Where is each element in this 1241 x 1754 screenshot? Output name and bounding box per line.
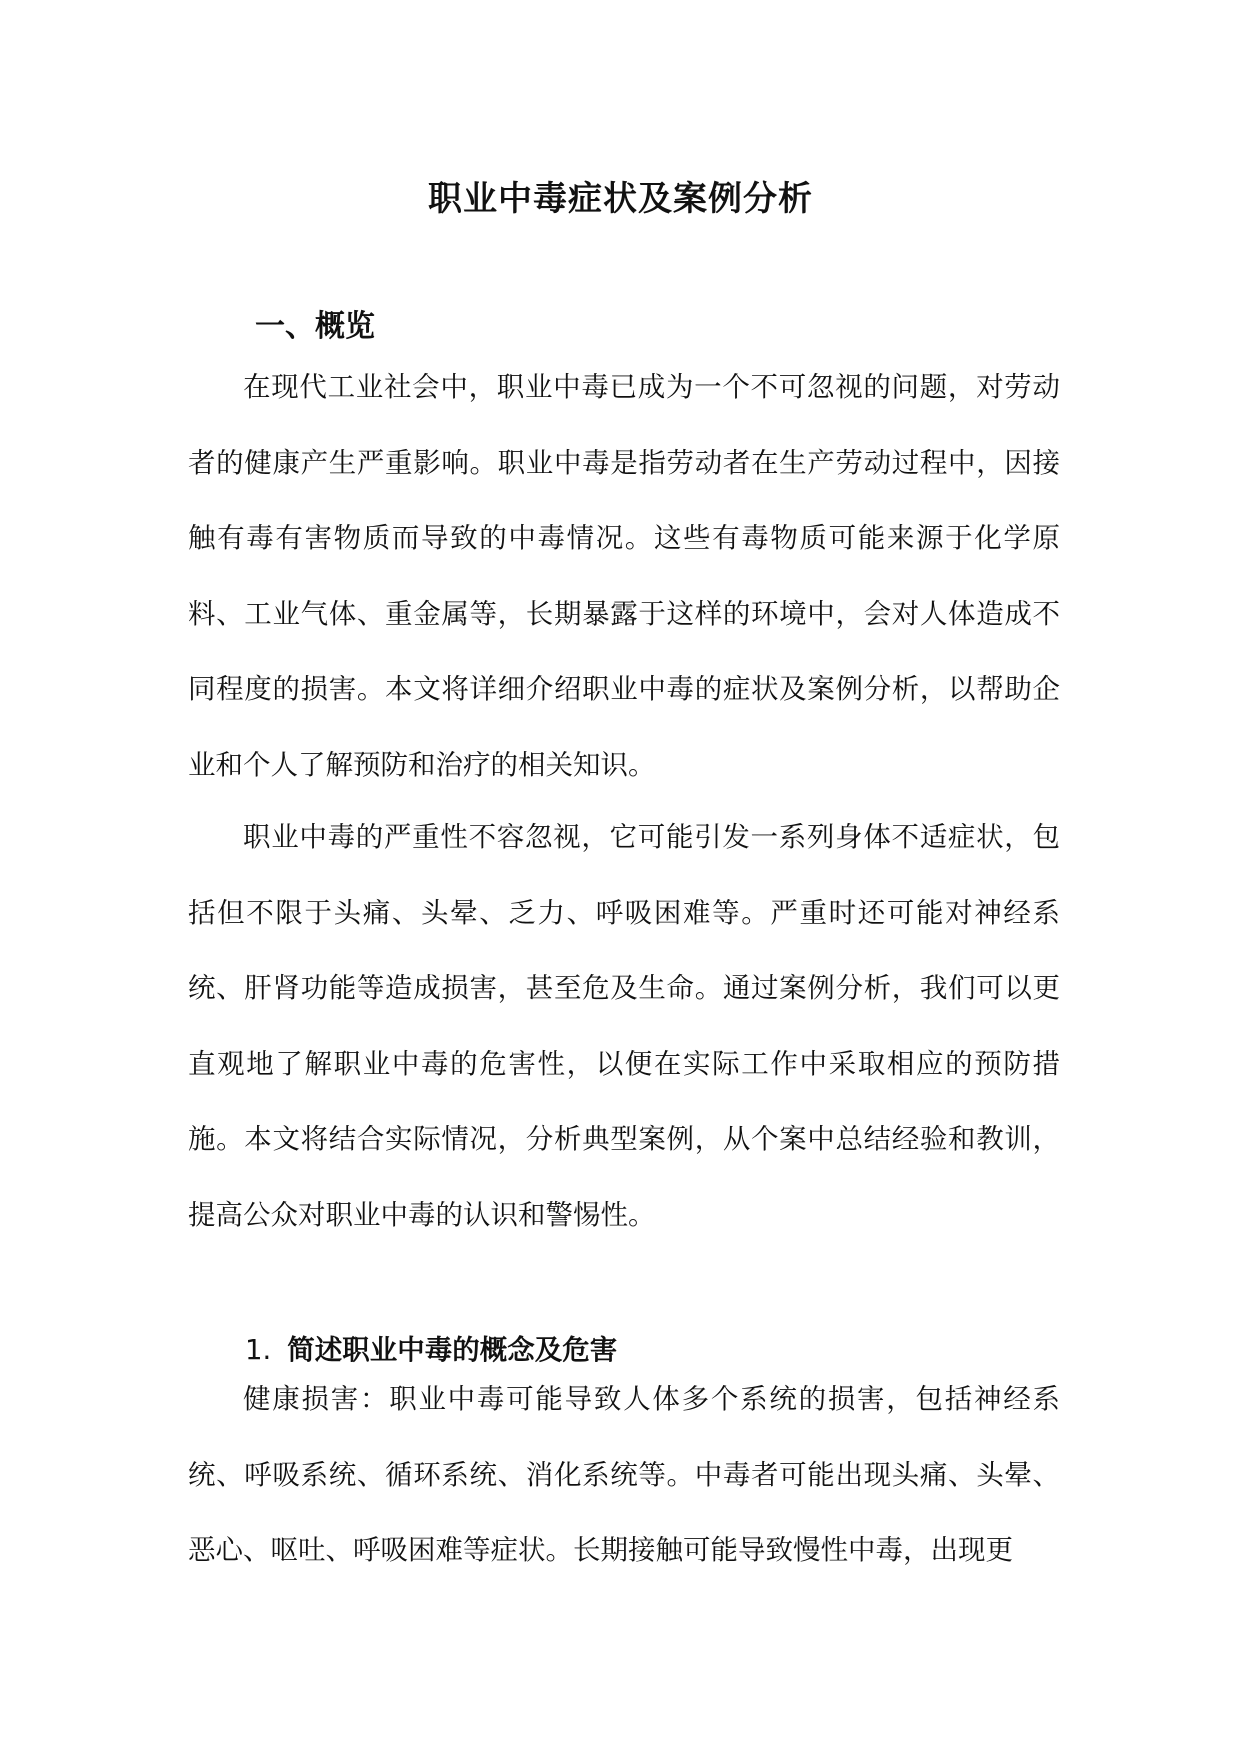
- document-title: 职业中毒症状及案例分析: [428, 178, 813, 219]
- section-heading-overview: 一、概览: [255, 308, 375, 344]
- overview-paragraph-2: 职业中毒的严重性不容忽视，它可能引发一系列身体不适症状，包括但不限于头痛、头晕、乏力、呼吸困难等。严重时还可能对神经系统、肝肾功能等造成损害，甚至危及生命。通过案例分析，我们可以更直观地了解职业中毒的危害性，以便在实际工作中采取相应的预防措施。本文将结合实际情况，分析典型案例，从个案中总结经验和教训，提高公众对职业中毒的认识和警惕性。: [188, 821, 1060, 1231]
- overview-paragraph-1: 在现代工业社会中，职业中毒已成为一个不可忽视的问题，对劳动者的健康产生严重影响。职业中毒是指劳动者在生产劳动过程中，因接触有毒有害物质而导致的中毒情况。这些有毒物质可能来源于化学原料、工业气体、重金属等，长期暴露于这样的环境中，会对人体造成不同程度的损害。本文将详细介绍职业中毒的症状及案例分析，以帮助企业和个人了解预防和治疗的相关知识。: [188, 371, 1060, 781]
- subsection-heading-text: 简述职业中毒的概念及危害: [287, 1333, 618, 1366]
- subsection-number: 1.: [245, 1333, 272, 1366]
- subsection-paragraph-1: 健康损害：职业中毒可能导致人体多个系统的损害，包括神经系统、呼吸系统、循环系统、消化系统等。中毒者可能出现头痛、头晕、恶心、呕吐、呼吸困难等症状。长期接触可能导致慢性中毒，出现更: [188, 1383, 1060, 1566]
